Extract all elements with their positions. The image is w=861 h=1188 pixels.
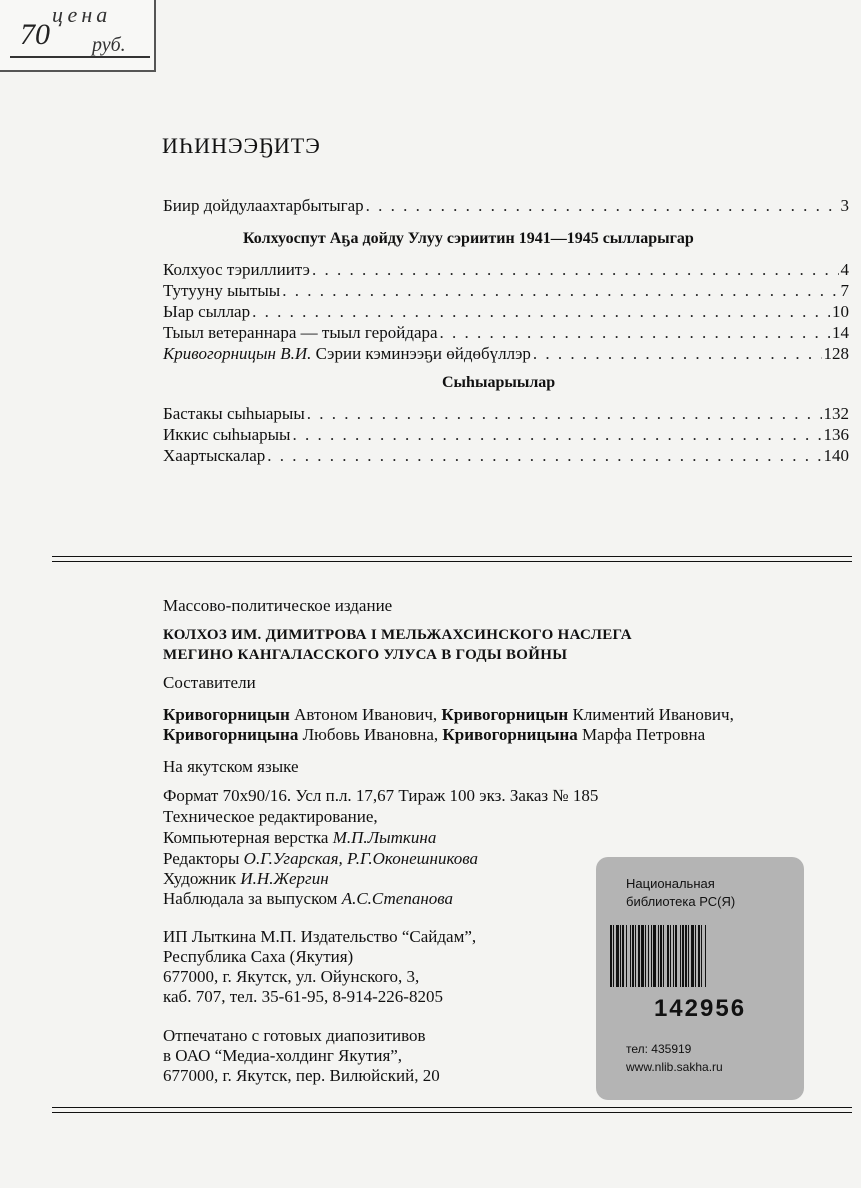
price-stamp bbox=[0, 0, 156, 72]
toc-entry-text: Тыыл ветераннара — тыыл геройдара bbox=[163, 323, 438, 342]
toc-entry bbox=[163, 302, 849, 324]
toc-entry bbox=[163, 404, 849, 426]
printer-line: в ОАО “Медиа-холдинг Якутия”, bbox=[163, 1046, 403, 1065]
toc-leader-dots bbox=[252, 302, 830, 322]
publisher-line: каб. 707, тел. 35-61-95, 8-914-226-8205 bbox=[163, 987, 443, 1006]
credit-name: О.Г.Угарская, Р.Г.Оконешникова bbox=[243, 849, 479, 868]
compilers-line-1 bbox=[163, 704, 734, 725]
toc-entry-text: Хаартыскалар bbox=[163, 446, 266, 465]
toc-leader-dots bbox=[366, 196, 839, 216]
toc-leader-dots bbox=[307, 404, 822, 424]
toc-entry-title: Сэрии кэминээҕи өйдөбүллэр bbox=[315, 344, 531, 363]
credit-label: Художник bbox=[163, 869, 237, 888]
toc-section-heading: Сыһыарыылар bbox=[442, 374, 556, 391]
compilers-label: Составители bbox=[163, 673, 256, 692]
compiler-names: Любовь Ивановна, bbox=[302, 725, 439, 744]
supervisor-credit bbox=[163, 888, 453, 909]
toc-entry-page: 132 bbox=[823, 404, 849, 423]
toc-entry-author: Кривогорницын В.И. bbox=[163, 344, 312, 363]
editors-credit bbox=[163, 848, 478, 869]
barcode-icon bbox=[610, 925, 790, 987]
compiler-surname: Кривогорницына bbox=[163, 725, 299, 744]
toc-leader-dots bbox=[292, 425, 821, 445]
toc-entry bbox=[163, 425, 849, 447]
toc-entry-text: Бастакы сыһыарыы bbox=[163, 404, 305, 423]
toc-entry-page: 128 bbox=[823, 344, 849, 363]
toc-leader-dots bbox=[440, 323, 830, 343]
divider-rule bbox=[52, 556, 852, 557]
toc-entry bbox=[163, 446, 849, 468]
toc-leader-dots bbox=[312, 260, 839, 280]
toc-entry-page: 140 bbox=[823, 446, 849, 465]
library-contacts bbox=[626, 1040, 723, 1076]
toc-entry-text: Колхуос тэриллиитэ bbox=[163, 260, 310, 279]
toc-section-heading: Колхуоспут Аҕа дойду Улуу сэриитин 1941—1945 сылларыгар bbox=[243, 230, 694, 247]
library-phone: тел: 435919 bbox=[626, 1042, 692, 1056]
credit-name: А.С.Степанова bbox=[341, 889, 454, 908]
library-name-line: Национальная bbox=[626, 876, 715, 891]
publisher-line: 677000, г. Якутск, ул. Ойунского, 3, bbox=[163, 967, 420, 986]
divider-rule bbox=[52, 1107, 852, 1108]
toc-entry-page: 14 bbox=[832, 323, 849, 342]
library-website: www.nlib.sakha.ru bbox=[626, 1060, 723, 1074]
credit-label: Компьютерная верстка bbox=[163, 828, 329, 847]
compiler-surname: Кривогорницын bbox=[441, 705, 569, 724]
edition-type: Массово-политическое издание bbox=[163, 596, 393, 615]
credit-name: И.Н.Жергин bbox=[240, 869, 329, 888]
compilers-line-2 bbox=[163, 724, 705, 745]
toc-entry-text: Биир дойдулаахтарбытыгар bbox=[163, 196, 364, 215]
toc-leader-dots bbox=[533, 344, 822, 364]
library-barcode-label bbox=[596, 857, 804, 1100]
toc-entry-page: 10 bbox=[832, 302, 849, 321]
artist-credit bbox=[163, 868, 329, 889]
format-info: Формат 70х90/16. Усл п.л. 17,67 Тираж 100 экз. Заказ № 185 bbox=[163, 786, 599, 805]
credit-name: М.П.Лыткина bbox=[332, 828, 437, 847]
toc-entry-page: 4 bbox=[840, 260, 849, 279]
price-currency: руб. bbox=[92, 34, 126, 56]
toc-entry-text: Ыар сыллар bbox=[163, 302, 251, 321]
credit-label: Редакторы bbox=[163, 849, 240, 868]
stamp-underline bbox=[10, 56, 150, 58]
inventory-number: 142956 bbox=[653, 995, 747, 1022]
price-value: 70 bbox=[20, 18, 50, 51]
compiler-surname: Кривогорницын bbox=[163, 705, 290, 724]
toc-entry bbox=[163, 281, 849, 303]
toc-entry-page: 7 bbox=[840, 281, 849, 300]
toc-leader-dots bbox=[267, 446, 821, 466]
toc-entry-text bbox=[163, 344, 531, 364]
divider-rule bbox=[52, 1112, 852, 1113]
layout-credit bbox=[163, 827, 436, 848]
toc-entry bbox=[163, 260, 849, 282]
price-stamp-label: цена bbox=[52, 2, 112, 27]
credit-label: Наблюдала за выпуском bbox=[163, 889, 338, 908]
compiler-surname: Кривогорницына bbox=[442, 725, 578, 744]
divider-rule bbox=[52, 561, 852, 562]
toc-leader-dots bbox=[282, 281, 838, 301]
language-note: На якутском языке bbox=[163, 757, 299, 776]
toc-entry-intro bbox=[163, 196, 849, 218]
toc-title: ИҺИНЭЭҔИТЭ bbox=[162, 133, 321, 158]
tech-editing: Техническое редактирование, bbox=[163, 807, 378, 826]
publisher-line: Республика Саха (Якутия) bbox=[163, 947, 354, 966]
toc-entry-text: Тутууну ыытыы bbox=[163, 281, 281, 300]
compiler-names: Марфа Петровна bbox=[582, 725, 706, 744]
compiler-names: Автоном Иванович, bbox=[294, 705, 438, 724]
toc-entry-page: 3 bbox=[840, 196, 849, 215]
printer-line: Отпечатано с готовых диапозитивов bbox=[163, 1026, 426, 1045]
book-title-line-1: КОЛХОЗ ИМ. ДИМИТРОВА I МЕЛЬЖАХСИНСКОГО НАСЛЕГА bbox=[163, 627, 632, 643]
book-title-line-2: МЕГИНО КАНГАЛАССКОГО УЛУСА В ГОДЫ ВОЙНЫ bbox=[163, 647, 568, 663]
toc-entry-page: 136 bbox=[823, 425, 849, 444]
library-name bbox=[626, 875, 735, 911]
toc-entry bbox=[163, 344, 849, 366]
printer-line: 677000, г. Якутск, пер. Вилюйский, 20 bbox=[163, 1066, 440, 1085]
library-name-line: библиотека РС(Я) bbox=[626, 894, 736, 909]
toc-entry-text: Иккис сыһыарыы bbox=[163, 425, 291, 444]
compiler-names: Климентий Иванович, bbox=[572, 705, 734, 724]
publisher-line: ИП Лыткина М.П. Издательство “Сайдам”, bbox=[163, 927, 477, 946]
toc-entry bbox=[163, 323, 849, 345]
